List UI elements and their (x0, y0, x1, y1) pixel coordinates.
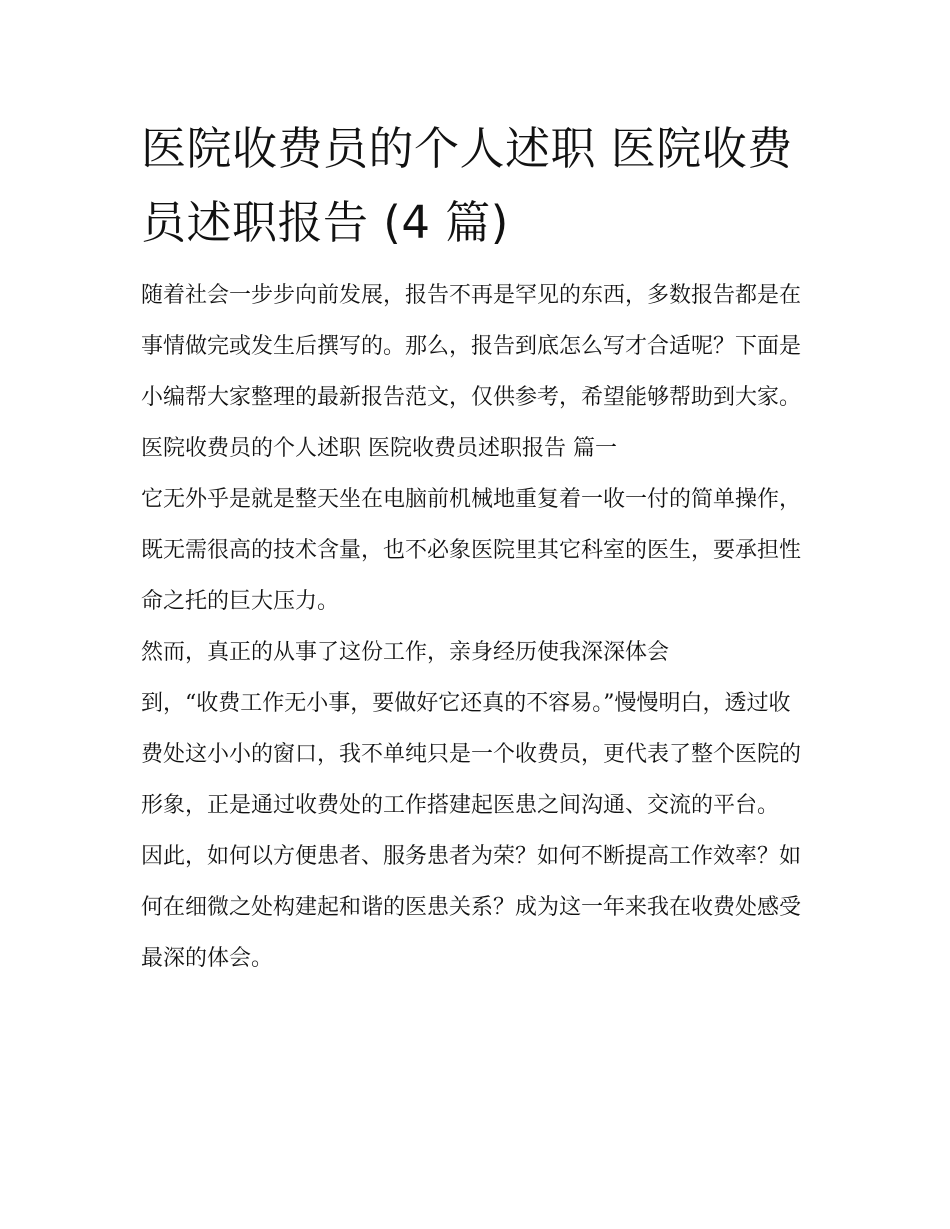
body-paragraph: 因此，如何以方便患者、服务患者为荣？如何不断提高工作效率？如何在细微之处构建起和谐的医患关系？成为这一年来我在收费处感受最深的体会。 (141, 844, 802, 971)
body-paragraph: 到，“收费工作无小事，要做好它还真的不容易。”慢慢明白，透过收费处这小小的窗口，我不单纯只是一个收费员，更代表了整个医院的形象，正是通过收费处的工作搭建起医患之间沟通、交流的平台。 (141, 691, 802, 818)
intro-paragraph: 随着社会一步步向前发展，报告不再是罕见的东西，多数报告都是在事情做完或发生后撰写的。那么，报告到底怎么写才合适呢？下面是小编帮大家整理的最新报告范文，仅供参考，希望能够帮助到大家。 (141, 283, 802, 410)
section-heading: 医院收费员的个人述职 医院收费员述职报告 篇一 (141, 436, 617, 461)
document-body (141, 112, 811, 984)
body-paragraph: 然而，真正的从事了这份工作，亲身经历使我深深体会 (141, 640, 670, 665)
document-title: 医院收费员的个人述职 医院收费员述职报告 (4 篇) (141, 122, 793, 249)
body-paragraph: 它无外乎是就是整天坐在电脑前机械地重复着一收一付的简单操作，既无需很高的技术含量，也不必象医院里其它科室的医生，要承担性命之托的巨大压力。 (141, 487, 802, 614)
